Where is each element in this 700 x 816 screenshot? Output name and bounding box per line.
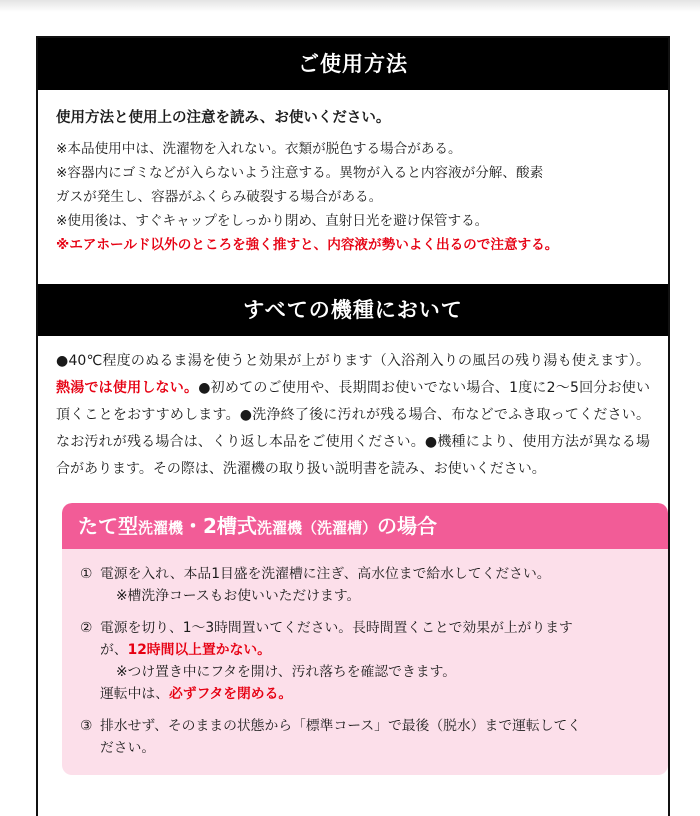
usage-note-2: ※容器内にゴミなどが入らないよう注意する。異物が入ると内容液が分解、酸素: [56, 165, 544, 181]
vertical-washer-card: [62, 503, 668, 775]
step-2: [80, 617, 652, 705]
step-2-number: ②: [80, 620, 93, 636]
step-1-note: ※槽洗浄コースもお使いいただけます。: [116, 588, 361, 604]
paragraph-part-2: ●初めてのご使用や、長期間お使いでない場合、1度に2～5回分お使い頂くことをおすすめします。●洗浄終了後に汚れが残る場合、布などでふき取ってください。なお汚れが残る場合は、くり返し本品をご使用ください。●機種により、使用方法が異なる場合があります。その際は、洗濯機の取り扱い説明書を読み、お使いください。: [56, 380, 651, 477]
usage-note-3: ガスが発生し、容器がふくらみ破裂する場合がある。: [56, 189, 383, 205]
heading-two-tub: ・2槽式: [183, 514, 257, 538]
step-2-lid-warning: 必ずフタを閉める。: [168, 686, 293, 702]
step-3: [80, 715, 652, 759]
step-2-text: 電源を切り、1～3時間置いてください。長時間置くことで効果が上がります: [100, 620, 573, 636]
steps-list: [62, 549, 668, 759]
usage-note-4: ※使用後は、すぐキャップをしっかり閉め、直射日光を避け保管する。: [56, 213, 489, 229]
step-2-text2: が、: [100, 642, 128, 658]
step-3-text: 排水せず、そのままの状態から「標準コース」で最後（脱水）まで運転してく: [100, 718, 582, 734]
step-2-warning: 12時間以上置かない。: [127, 642, 271, 658]
heading-washer-2: 洗濯機（洗濯槽）: [256, 519, 377, 537]
heading-case: の場合: [376, 514, 437, 538]
step-1-text: 電源を入れ、本品1目盛を洗濯槽に注ぎ、高水位まで給水してください。: [100, 566, 551, 582]
heading-washer-1: 洗濯機: [138, 519, 184, 537]
paragraph-part-1: ●40℃程度のぬるま湯を使うと効果が上がります（入浴剤入りの風呂の残り湯も使えます）。: [56, 353, 650, 369]
usage-title: ご使用方法: [38, 38, 668, 90]
usage-lead: 使用方法と使用上の注意を読み、お使いください。: [56, 110, 391, 126]
step-1: [80, 563, 652, 607]
all-models-title: すべての機種において: [38, 284, 668, 336]
step-3-number: ③: [80, 718, 93, 734]
step-3-text2: ださい。: [100, 740, 156, 756]
step-2-text3: 運転中は、: [100, 686, 169, 702]
all-models-section: [38, 336, 668, 775]
usage-section: [38, 90, 668, 284]
usage-warning: ※エアホールド以外のところを強く推すと、内容液が勢いよく出るので注意する。: [56, 237, 559, 253]
step-1-number: ①: [80, 566, 93, 582]
instructions-panel: [36, 36, 670, 816]
step-2-note: ※つけ置き中にフタを開け、汚れ落ちを確認できます。: [116, 664, 457, 680]
paragraph-hot-water-warning: 熱湯では使用しない。: [56, 380, 199, 396]
heading-tate: たて型: [78, 514, 138, 538]
top-shadow: [0, 0, 700, 12]
all-models-paragraph: [56, 348, 650, 483]
usage-note-1: ※本品使用中は、洗濯物を入れない。衣類が脱色する場合がある。: [56, 141, 462, 157]
vertical-washer-heading: [62, 503, 668, 549]
